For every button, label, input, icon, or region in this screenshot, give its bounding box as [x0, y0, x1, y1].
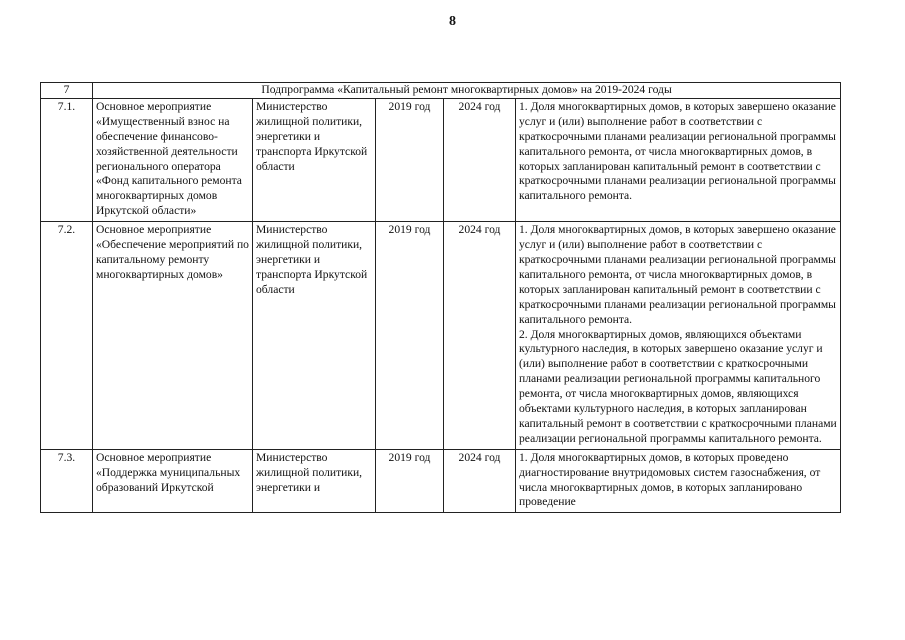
table-row	[41, 222, 841, 450]
indicator-text: 1. Доля многоквартирных домов, в которых проведено диагностирование внутридомовых систем газоснабжения, от числа многоквартирных домов, в которых запланировано проведение	[519, 450, 821, 509]
start-year-cell: 2019 год	[376, 222, 444, 450]
start-year-cell: 2019 год	[376, 98, 444, 221]
program-table	[40, 82, 841, 513]
section-title: Подпрограмма «Капитальный ремонт многоквартирных домов» на 2019-2024 годы	[93, 83, 841, 99]
executor-cell: Министерство жилищной политики, энергетики и транспорта Иркутской области	[253, 222, 376, 450]
row-number: 7.3.	[41, 449, 93, 513]
end-year-cell: 2024 год	[444, 449, 516, 513]
end-year-cell: 2024 год	[444, 98, 516, 221]
row-number: 7.1.	[41, 98, 93, 221]
measure-cell: Основное мероприятие «Поддержка муниципальных образований Иркутской	[93, 449, 253, 513]
table-row	[41, 98, 841, 221]
measure-cell: Основное мероприятие «Обеспечение мероприятий по капитальному ремонту многоквартирных домов»	[93, 222, 253, 450]
indicators-cell	[516, 222, 841, 450]
section-number: 7	[41, 83, 93, 99]
executor-cell: Министерство жилищной политики, энергетики и транспорта Иркутской области	[253, 98, 376, 221]
measure-cell: Основное мероприятие «Имущественный взнос на обеспечение финансово-хозяйственной деятельности регионального оператора «Фонд капитального ремонта многоквартирных домов Иркутской области»	[93, 98, 253, 221]
page-number: 8	[449, 14, 456, 29]
start-year-cell: 2019 год	[376, 449, 444, 513]
end-year-cell: 2024 год	[444, 222, 516, 450]
indicator-text: 1. Доля многоквартирных домов, в которых завершено оказание услуг и (или) выполнение работ в соответствии с краткосрочными планами реализации региональной программы капитального ремонта, от числа многоквартирных домов, в которых запланирован капитальный ремонт в соответствии с краткосрочными планами реализации региональной программы капитального ремонта.	[519, 99, 836, 203]
indicators-cell	[516, 98, 841, 221]
row-number: 7.2.	[41, 222, 93, 450]
indicator-text: 2. Доля многоквартирных домов, являющихся объектами культурного наследия, в которых завершено оказание услуг и (или) выполнение работ в соответствии с краткосрочными планами реализации региональной программы капитального ремонта, от числа многоквартирных домов, являющихся объектами культурного наследия, в которых запланирован капитальный ремонт в соответствии с краткосрочными планами реализации региональной программы капитального ремонта.	[519, 327, 837, 445]
indicator-text: 1. Доля многоквартирных домов, в которых завершено оказание услуг и (или) выполнение работ в соответствии с краткосрочными планами реализации региональной программы капитального ремонта, от числа многоквартирных домов, в которых запланирован капитальный ремонт в соответствии с краткосрочными планами реализации региональной программы капитального ремонта.	[519, 223, 836, 326]
indicators-cell	[516, 449, 841, 513]
executor-cell: Министерство жилищной политики, энергетики и	[253, 449, 376, 513]
table-row	[41, 449, 841, 513]
section-header-row	[41, 83, 841, 99]
